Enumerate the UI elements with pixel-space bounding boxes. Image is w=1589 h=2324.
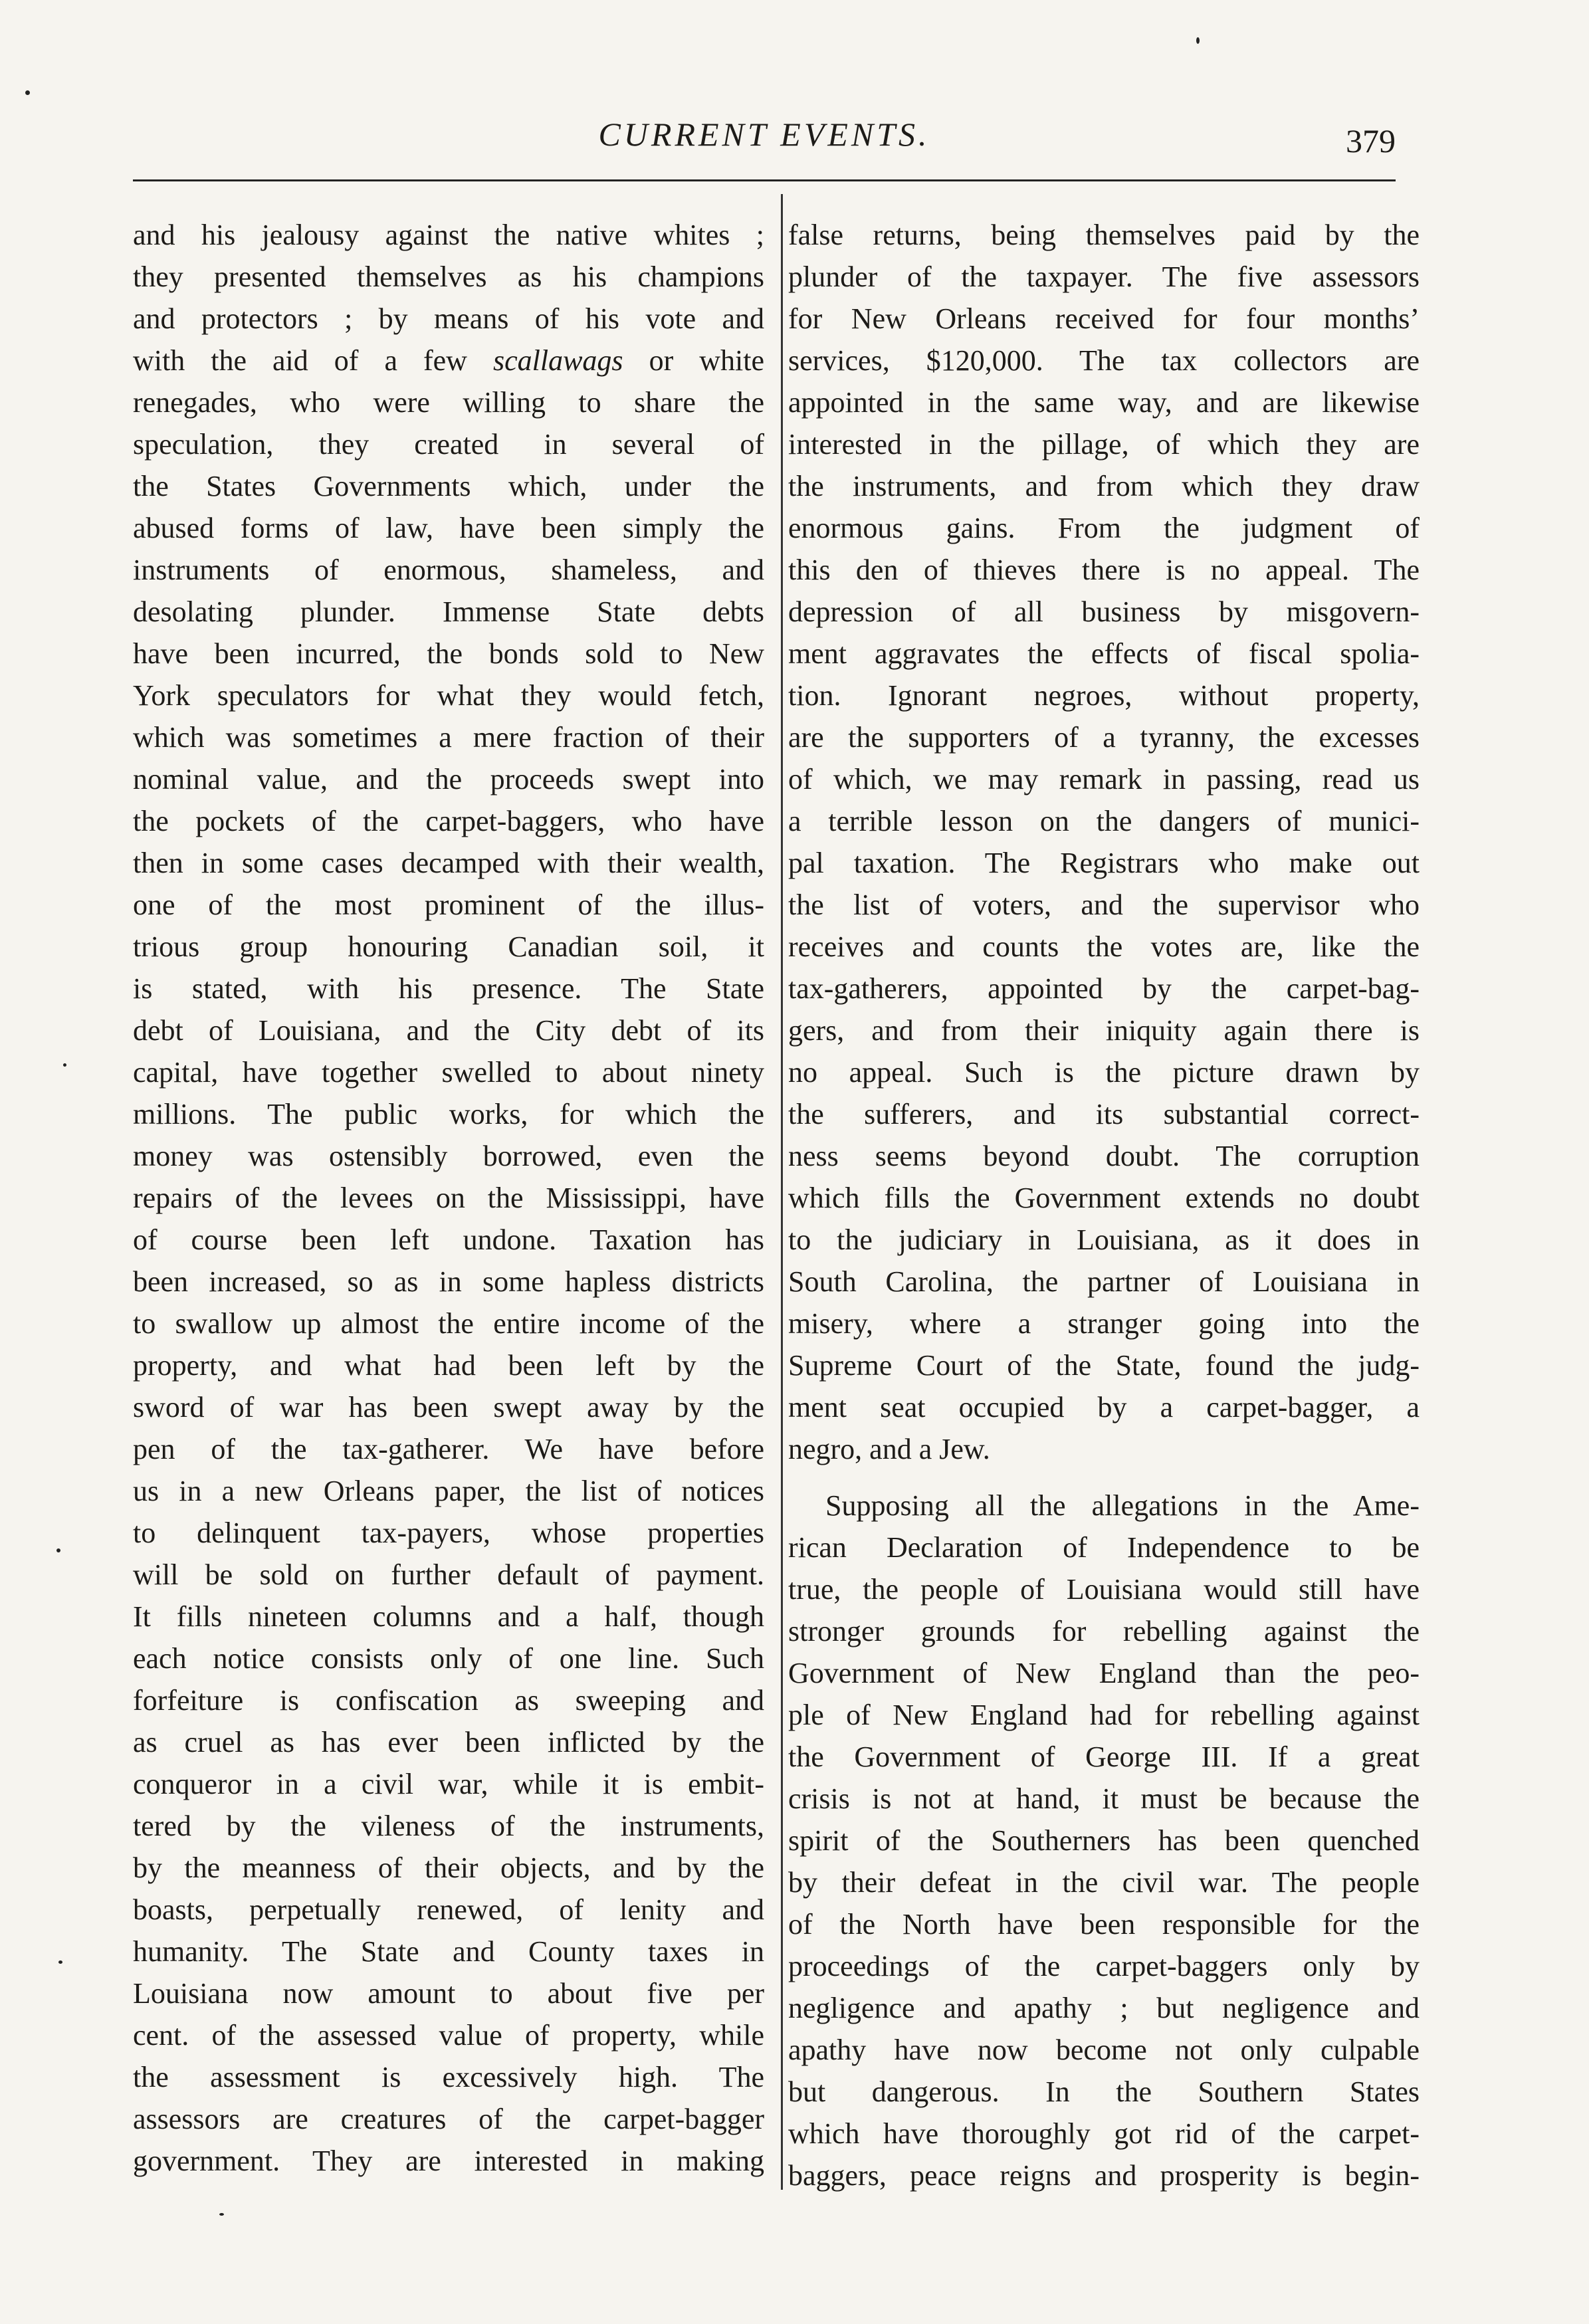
text-line: of the North have been responsible for the [788,1908,1420,1941]
text-line: interested in the pillage, of which they are [788,428,1420,461]
text-line: the pockets of the carpet-baggers, who have [133,805,764,837]
text-line: services, $120,000. The tax collectors are [788,344,1420,377]
text-line: this den of thieves there is no appeal. The [788,554,1420,586]
text-line: nominal value, and the proceeds swept into [133,763,764,795]
text-line: is stated, with his presence. The State [133,972,764,1005]
text-line: abused forms of law, have been simply the [133,512,764,544]
text-line: capital, have together swelled to about ninety [133,1056,764,1089]
text-line: property, and what had been left by the [133,1349,764,1382]
text-line: of course been left undone. Taxation has [133,1223,764,1256]
text-line: forfeiture is confiscation as sweeping and [133,1684,764,1717]
text-line: instruments of enormous, shameless, and [133,554,764,586]
text-line: misery, where a stranger going into the [788,1307,1420,1340]
text-line: will be sold on further default of payment. [133,1558,764,1591]
text-line: It fills nineteen columns and a half, though [133,1600,764,1633]
text-line: by their defeat in the civil war. The people [788,1866,1420,1899]
text-line: speculation, they created in several of [133,428,764,461]
running-title: CURRENT EVENTS. [598,116,930,153]
text-line: tion. Ignorant negroes, without property, [788,679,1420,712]
text-line: to swallow up almost the entire income of the [133,1307,764,1340]
text-line: tered by the vileness of the instruments, [133,1810,764,1842]
text-line: of which, we may remark in passing, read us [788,763,1420,795]
text-line: tax-gatherers, appointed by the carpet-bag- [788,972,1420,1005]
text-line: plunder of the taxpayer. The five assessors [788,261,1420,293]
text-line: money was ostensibly borrowed, even the [133,1140,764,1172]
text-line: false returns, being themselves paid by the [788,219,1420,251]
text-line: the list of voters, and the supervisor who [788,889,1420,921]
text-line: cent. of the assessed value of property, while [133,2019,764,2052]
text-line: true, the people of Louisiana would still have [788,1573,1420,1606]
text-line: apathy have now become not only culpable [788,2034,1420,2066]
text-line: proceedings of the carpet-baggers only by [788,1950,1420,1982]
text-line: have been incurred, the bonds sold to New [133,637,764,670]
text-line: been increased, so as in some hapless districts [133,1265,764,1298]
text-line: and protectors ; by means of his vote and [133,302,764,335]
text-line: desolating plunder. Immense State debts [133,595,764,628]
text-line: humanity. The State and County taxes in [133,1935,764,1968]
text-line: the States Governments which, under the [133,470,764,502]
text-line: ment aggravates the effects of fiscal spolia- [788,637,1420,670]
text-line: which fills the Government extends no doubt [788,1182,1420,1214]
text-line: the assessment is excessively high. The [133,2061,764,2093]
paragraph-gap [788,1470,1420,1485]
left-column [133,214,764,2182]
text-line: Supreme Court of the State, found the judg- [788,1349,1420,1382]
text-line: they presented themselves as his champions [133,261,764,293]
italic-word: scallawags [492,344,623,377]
text-line: York speculators for what they would fetch, [133,679,764,712]
text-line: government. They are interested in making [133,2145,764,2177]
text-line: Supposing all the allegations in the Ame- [825,1489,1420,1522]
page-number: 379 [1346,122,1396,159]
text-line: gers, and from their iniquity again there is [788,1014,1420,1047]
text-line: with the aid of a few scallawags or white [133,344,764,377]
text-line: baggers, peace reigns and prosperity is begin- [788,2159,1420,2192]
text-line: stronger grounds for rebelling against the [788,1615,1420,1647]
text-line: negligence and apathy ; but negligence and [788,1992,1420,2024]
text-line: renegades, who were willing to share the [133,386,764,419]
text-line: a terrible lesson on the dangers of munici- [788,805,1420,837]
text-line: the Government of George III. If a great [788,1741,1420,1773]
text-line: spirit of the Southerners has been quenched [788,1824,1420,1857]
text-line: by the meanness of their objects, and by the [133,1851,764,1884]
text-line: us in a new Orleans paper, the list of notices [133,1475,764,1507]
text-line: South Carolina, the partner of Louisiana in [788,1265,1420,1298]
text-line: which was sometimes a mere fraction of their [133,721,764,754]
text-line: pal taxation. The Registrars who make out [788,847,1420,879]
header-rule [133,179,1396,181]
text-line: enormous gains. From the judgment of [788,512,1420,544]
text-line: Louisiana now amount to about five per [133,1977,764,2010]
text-line: boasts, perpetually renewed, of lenity and [133,1893,764,1926]
text-line: then in some cases decamped with their wealth, [133,847,764,879]
text-line: ness seems beyond doubt. The corruption [788,1140,1420,1172]
column-divider [781,194,783,2190]
text-line: repairs of the levees on the Mississippi, have [133,1182,764,1214]
text-line: and his jealousy against the native whites ; [133,219,764,251]
text-line: to the judiciary in Louisiana, as it does in [788,1223,1420,1256]
text-line: appointed in the same way, and are likewise [788,386,1420,419]
text-line: are the supporters of a tyranny, the excesses [788,721,1420,754]
text-line: as cruel as has ever been inflicted by the [133,1726,764,1758]
text-line: assessors are creatures of the carpet-bagger [133,2103,764,2135]
text-line: no appeal. Such is the picture drawn by [788,1056,1420,1089]
text-line: the sufferers, and its substantial correct- [788,1098,1420,1130]
text-line: negro, and a Jew. [788,1433,990,1465]
text-line: pen of the tax-gatherer. We have before [133,1433,764,1465]
text-line: Government of New England than the peo- [788,1657,1420,1689]
text-line: which have thoroughly got rid of the carpet- [788,2117,1420,2150]
text-line: rican Declaration of Independence to be [788,1531,1420,1564]
text-line: trious group honouring Canadian soil, it [133,930,764,963]
text-line: depression of all business by misgovern- [788,595,1420,628]
text-line: sword of war has been swept away by the [133,1391,764,1424]
text-line: conqueror in a civil war, while it is embit- [133,1768,764,1800]
text-line: millions. The public works, for which the [133,1098,764,1130]
text-line: receives and counts the votes are, like the [788,930,1420,963]
text-line: for New Orleans received for four months’ [788,302,1420,335]
text-line: debt of Louisiana, and the City debt of its [133,1014,764,1047]
right-column [788,214,1420,2196]
text-line: but dangerous. In the Southern States [788,2075,1420,2108]
text-line: crisis is not at hand, it must be because the [788,1782,1420,1815]
running-head [133,112,1396,165]
text-line: ple of New England had for rebelling against [788,1699,1420,1731]
text-line: the instruments, and from which they draw [788,470,1420,502]
text-line: to delinquent tax-payers, whose properties [133,1517,764,1549]
text-line: one of the most prominent of the illus- [133,889,764,921]
text-line: ment seat occupied by a carpet-bagger, a [788,1391,1420,1424]
text-line: each notice consists only of one line. Such [133,1642,764,1675]
